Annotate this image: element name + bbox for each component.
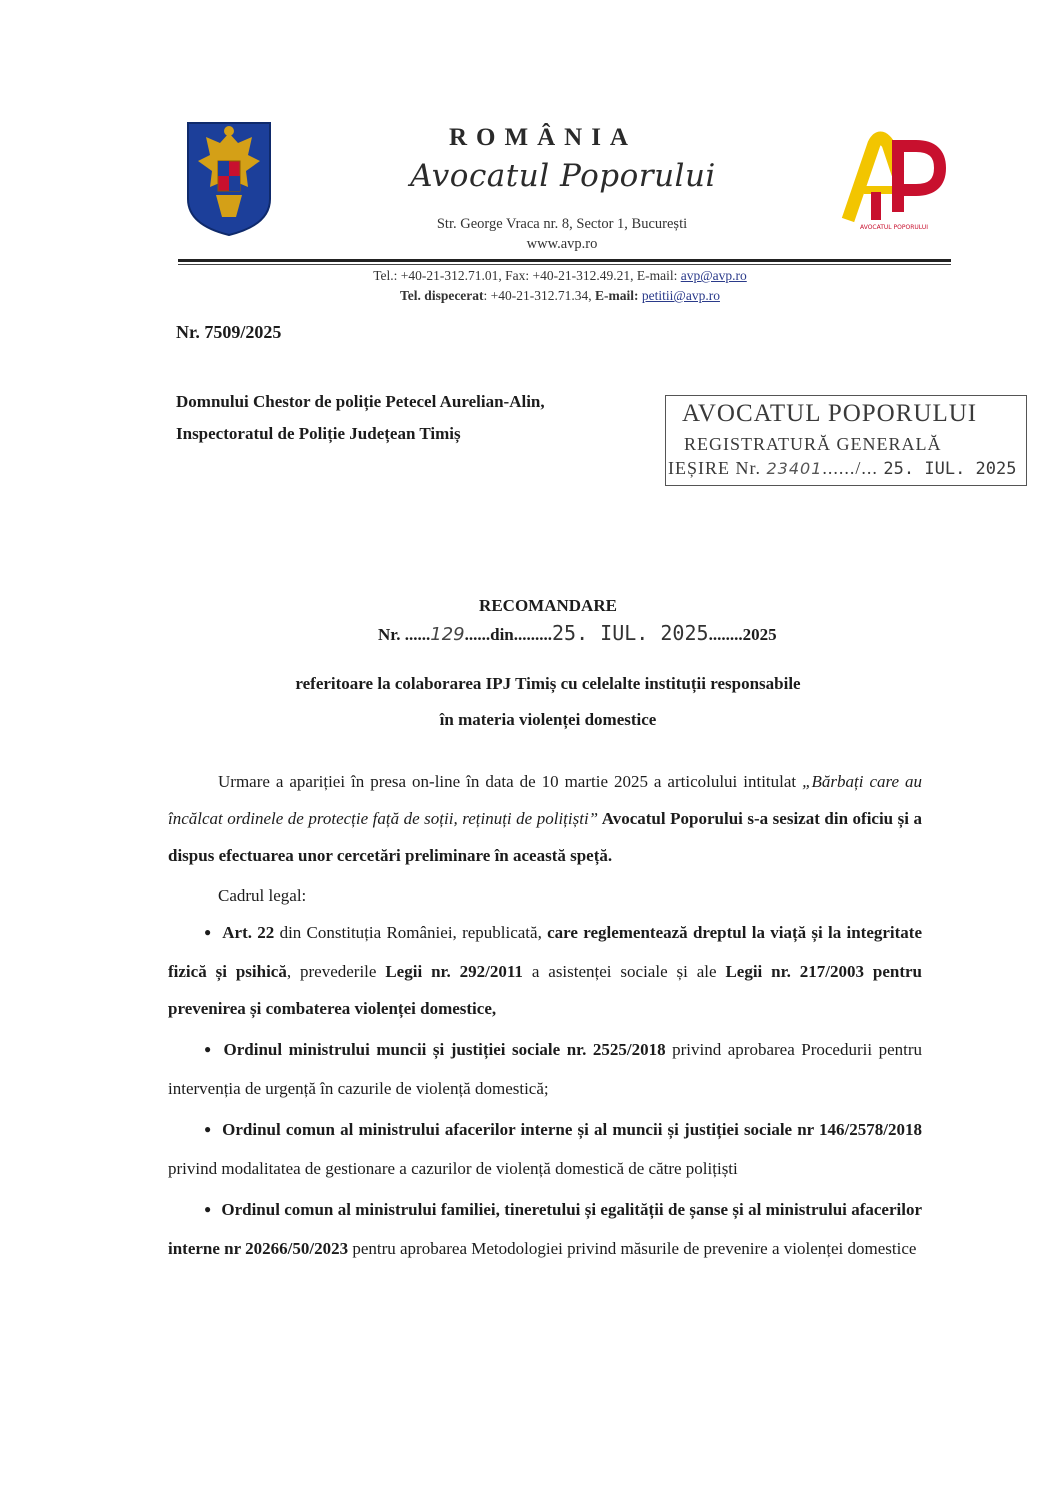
- bullet-icon: ●: [204, 1202, 212, 1216]
- header-address: [380, 214, 744, 254]
- list-item: ● Ordinul comun al ministrului afacerilor interne și al muncii și justiției sociale nr 146/2578/2018 privind modalitatea de gestionare a cazurilor de violență domestică de către polițiști: [168, 1120, 923, 1178]
- institution-name: Avocatul Poporului: [410, 158, 716, 194]
- email-link[interactable]: avp@avp.ro: [680, 268, 747, 283]
- address-line: Str. George Vraca nr. 8, Sector 1, București: [436, 216, 688, 232]
- stamp-date: 25. IUL. 2025: [883, 459, 1017, 479]
- header-country: ROMÂNIA: [449, 124, 637, 151]
- registry-stamp: [665, 395, 1027, 486]
- recommendation-date-stamp: 25. IUL. 2025: [552, 621, 709, 645]
- stamp-number: 23401: [766, 459, 823, 478]
- addressee-line-1: Domnului Chestor de poliție Petecel Aurelian-Alin,: [176, 392, 545, 411]
- document-number: Nr. 7509/2025: [176, 322, 282, 342]
- intro-paragraph: Urmare a apariției în presa on-line în data de 10 martie 2025 a articolului intitulat „Bărbați care au încălcat ordinele de protecție față de soții, reținuți de polițiști” Avocatul Poporului s-a sesizat din oficiu și a dispus efectuarea unor cercetări preliminare în această speță.: [168, 772, 922, 865]
- logo-caption: AVOCATUL POPORULUI: [859, 224, 929, 231]
- list-item: ● Ordinul ministrului muncii și justiției sociale nr. 2525/2018 privind aprobarea Procedurii pentru intervenția de urgență în cazurile de violență domestică;: [168, 1040, 923, 1098]
- contact-line-1: Tel.: +40-21-312.71.01, Fax: +40-21-312.49.21, E-mail: avp@avp.ro: [373, 268, 747, 283]
- avp-logo-icon: [840, 128, 948, 232]
- contact-line-2: Tel. dispecerat: +40-21-312.71.34, E-mail: petitii@avp.ro: [400, 288, 720, 303]
- stamp-line-1: AVOCATUL POPORULUI: [682, 400, 978, 427]
- bullet-icon: ●: [204, 925, 213, 939]
- stamp-line-2: REGISTRATURĂ GENERALĂ: [684, 434, 942, 454]
- header-divider-thin: [178, 264, 951, 265]
- legal-frame-label: Cadrul legal:: [218, 886, 307, 905]
- recommendation-number: Nr. ......129......din.........25. IUL. 2025........2025: [378, 621, 777, 645]
- document-body: [168, 763, 922, 1271]
- recommendation-subject: referitoare la colaborarea IPJ Timiș cu celelalte instituții responsabile în materia violenței domestice: [295, 674, 801, 729]
- header-divider: [178, 259, 951, 262]
- stamp-line-3: IEȘIRE Nr. 23401....../... 25. IUL. 2025: [668, 458, 1017, 479]
- list-item: ● Ordinul comun al ministrului familiei, tineretului și egalității de șanse și al ministrului afacerilor interne nr 20266/50/2023 pentru aprobarea Metodologiei privind măsurile de prevenire a violenței domestice: [168, 1200, 922, 1258]
- recommendation-title: RECOMANDARE: [479, 596, 617, 615]
- list-item: ● Art. 22 din Constituția României, republicată, care reglementează dreptul la viață și la integritate fizică și psihică, prevederile Legii nr. 292/2011 a asistenței sociale și ale Legii nr. 217/2003 pentru prevenirea și combaterea violenței domestice,: [168, 923, 923, 1018]
- website-text: www.avp.ro: [526, 236, 598, 252]
- bullet-icon: ●: [204, 1122, 213, 1136]
- contact-block: [260, 266, 860, 306]
- petitions-email-link[interactable]: petitii@avp.ro: [641, 288, 720, 303]
- recommendation-number-value: 129: [430, 624, 465, 645]
- addressee: [176, 386, 545, 450]
- legal-list: [168, 914, 922, 1267]
- bullet-icon: ●: [204, 1042, 214, 1056]
- addressee-line-2: Inspectoratul de Poliție Județean Timiș: [176, 424, 461, 443]
